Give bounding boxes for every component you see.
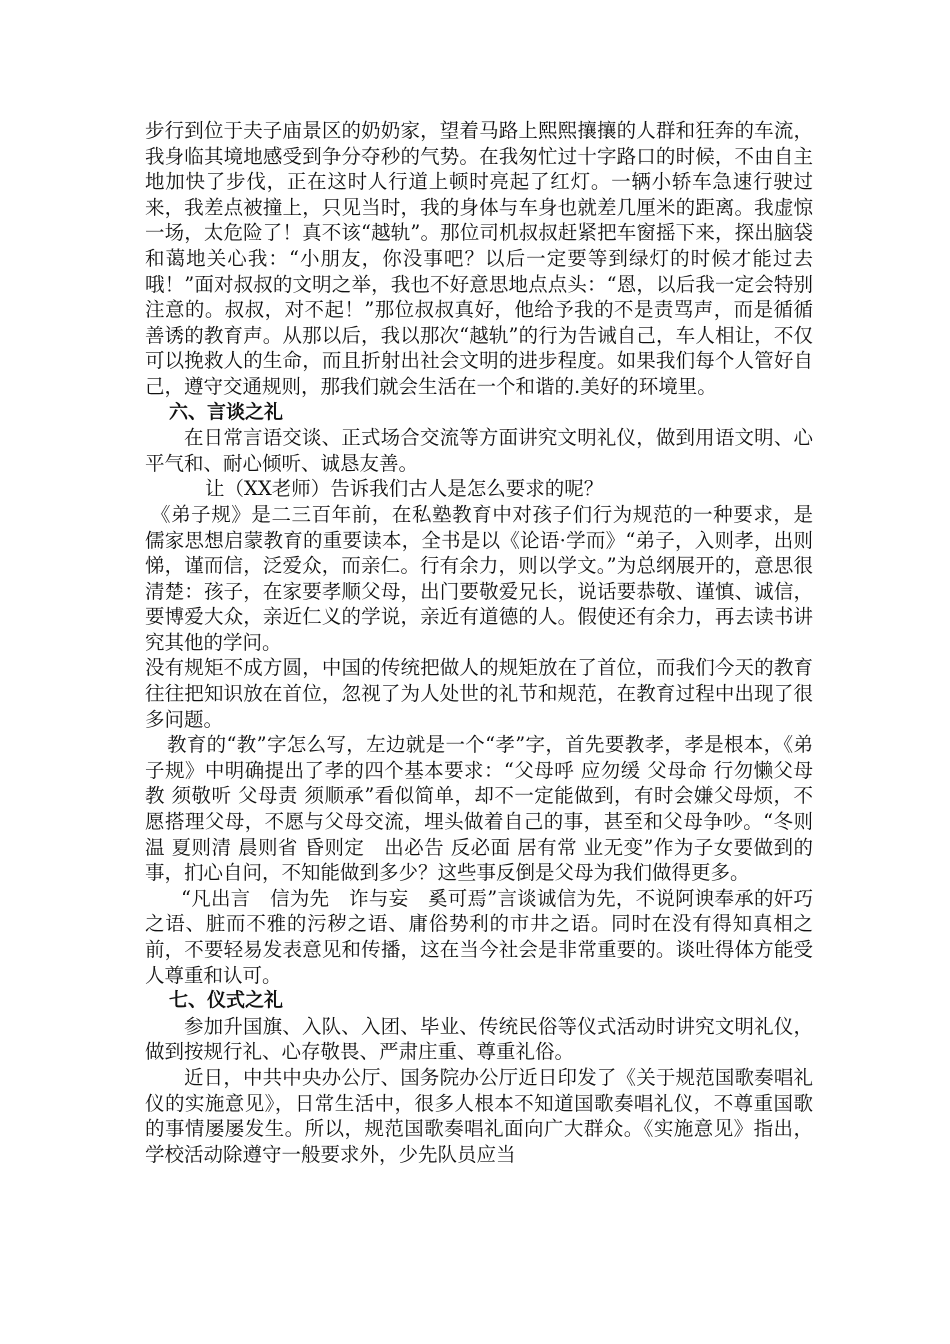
paragraph-filial-piety: 教育的“教”字怎么写，左边就是一个“孝”字，首先要教孝，孝是根本，《弟子规》中明确提出了孝的四个基本要求：“父母呼 应勿缓 父母命 行勿懒父母教 须敬听 父母责 须顺承”看似简单，却不一定能做到，有时会嫌父母烦，不愿搭理父母，不愿与父母交流，埋头做着自己的事，甚至和父母争吵。“冬则温 夏则清 晨则省 昏则定 出必告 反必面 居有常 业无变”作为子女要做到的事，扪心自问，不知能做到多少？这些事反倒是父母为我们做得更多。 bbox=[145, 733, 813, 885]
section-heading-speech-etiquette: 六、言谈之礼 bbox=[169, 400, 284, 423]
paragraph-honest-speech: “凡出言 信为先 诈与妄 奚可焉”言谈诚信为先，不说阿谀奉承的奸巧之语、脏而不雅的污秽之语、庸俗势利的市井之语。同时在没有得知真相之前，不要轻易发表意见和传播，这在当今社会是非常重要的。谈吐得体方能受人尊重和认可。 bbox=[145, 886, 813, 987]
paragraph-dizigui: 《弟子规》是二三百年前，在私塾教育中对孩子们行为规范的一种要求，是儒家思想启蒙教育的重要读本，全书是以《论语·学而》“弟子，入则孝，出则悌，谨而信，泛爱众，而亲仁。行有余力，则以学文。”为总纲展开的，意思很清楚：孩子，在家要孝顺父母，出门要敬爱兄长，说话要恭敬、谨慎、诚信，要博爱大众，亲近仁义的学说，亲近有道德的人。假使还有余力，再去读书讲究其他的学问。 bbox=[145, 502, 813, 654]
paragraph-traffic-story: 步行到位于夫子庙景区的奶奶家，望着马路上熙熙攘攘的人群和狂奔的车流，我身临其境地感受到争分夺秒的气势。在我匆忙过十字路口的时候，不由自主地加快了步伐，正在这时人行道上顿时亮起了红灯。一辆小轿车急速行驶过来，我差点被撞上，只见当时，我的身体与车身也就差几厘米的距离。我虚惊一场，太危险了！真不该“越轨”。那位司机叔叔赶紧把车窗摇下来，探出脑袋和蔼地关心我：“小朋友，你没事吧？以后一定要等到绿灯的时候才能过去哦！”面对叔叔的文明之举，我也不好意思地点点头：“恩，以后我一定会特别注意的。叔叔，对不起！”那位叔叔真好，他给予我的不是责骂声，而是循循善诱的教育声。从那以后，我以那次“越轨”的行为告诫自己，车人相让，不仅可以挽救人的生命，而且折射出社会文明的进步程度。如果我们每个人管好自己，遵守交通规则，那我们就会生活在一个和谐的.美好的环境里。 bbox=[145, 119, 813, 398]
paragraph-rules: 没有规矩不成方圆，中国的传统把做人的规矩放在了首位，而我们今天的教育往往把知识放在首位，忽视了为人处世的礼节和规范，在教育过程中出现了很多问题。 bbox=[145, 656, 813, 731]
paragraph-ceremony-intro: 参加升国旗、入队、入团、毕业、传统民俗等仪式活动时讲究文明礼仪，做到按规行礼、心存敬畏、严肃庄重、尊重礼俗。 bbox=[145, 1014, 813, 1064]
paragraph-national-anthem: 近日，中共中央办公厅、国务院办公厅近日印发了《关于规范国歌奏唱礼仪的实施意见》，日常生活中，很多人根本不知道国歌奏唱礼仪，不尊重国歌的事情屡屡发生。所以，规范国歌奏唱礼面向广大群众。《实施意见》指出，学校活动除遵守一般要求外，少先队员应当 bbox=[145, 1065, 813, 1166]
document-page bbox=[145, 118, 813, 1167]
paragraph-speech-intro: 在日常言语交谈、正式场合交流等方面讲究文明礼仪，做到用语文明、心平气和、耐心倾听、诚恳友善。 bbox=[145, 426, 813, 475]
paragraph-teacher-question: 让（XX老师）告诉我们古人是怎么要求的呢？ bbox=[205, 477, 604, 501]
section-heading-ceremony-etiquette: 七、仪式之礼 bbox=[169, 989, 284, 1012]
